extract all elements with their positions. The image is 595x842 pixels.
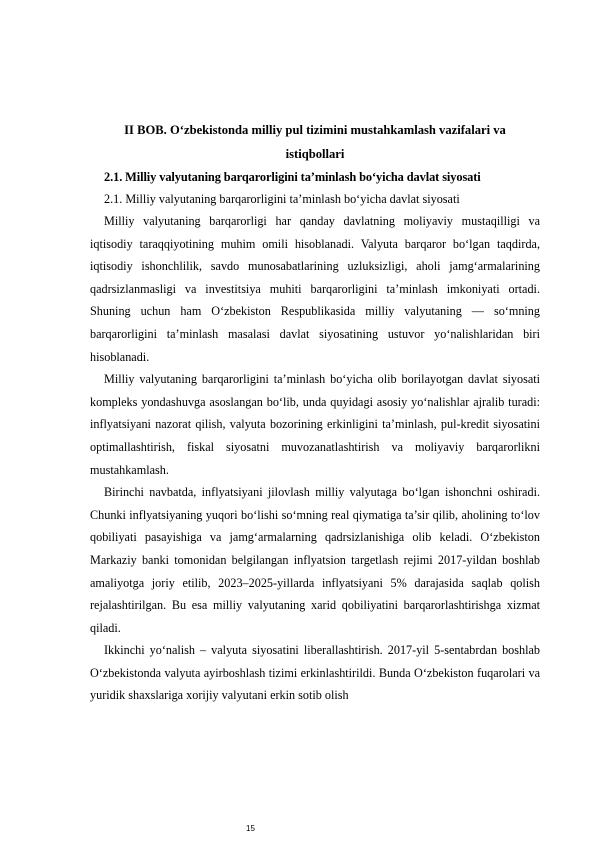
chapter-title: II BOB. O‘zbekistonda milliy pul tizimini mustahkamlash vazifalari va istiqbollari xyxy=(124,123,506,161)
paragraph-2: Milliy valyutaning barqarorligini ta’minlash bo‘yicha olib borilayotgan davlat siyosati kompleks yondashuvga asoslangan bo‘lib, unda quyidagi asosiy yo‘nalishlar ajralib turadi: inflyatsiyani nazorat qilish, valyuta bozorining erkinligini ta’minlash, pul-kredit siyosatini optimallashtirish, fiskal siyosatni muvozanatlashtirish va moliyaviy barqarorlikni mustahkamlash. xyxy=(90,372,540,477)
section-heading: 2.1. Milliy valyutaning barqarorligini ta’minlash bo‘yicha davlat siyosati xyxy=(104,170,481,184)
section-heading-plain: 2.1. Milliy valyutaning barqarorligini ta’minlash bo‘yicha davlat siyosati xyxy=(104,192,460,206)
page-number: 15 xyxy=(246,824,255,833)
paragraph-3: Birinchi navbatda, inflyatsiyani jilovlash milliy valyutaga bo‘lgan ishonchni oshiradi. Chunki inflyatsiyaning yuqori bo‘lishi so‘mning real qiymatiga ta’sir qilib, aholining to‘lov qobiliyati pasayishiga va jamg‘armalarning qadrsizlanishiga olib keladi. O‘zbekiston Markaziy banki tomonidan belgilangan inflyatsion targetlash rejimi 2017-yildan boshlab amaliyotga joriy etilib, 2023–2025-yillarda inflyatsiyani 5% darajasida saqlab qolish rejalashtirilgan. Bu esa milliy valyutaning xarid qobiliyatini barqarorlashtirishga xizmat qiladi. xyxy=(90,485,540,635)
page-content xyxy=(90,118,540,707)
paragraph-1: Milliy valyutaning barqarorligi har qanday davlatning moliyaviy mustaqilligi va iqtisodiy taraqqiyotining muhim omili hisoblanadi. Valyuta barqaror bo‘lgan taqdirda, iqtisodiy ishonchlilik, savdo munosabatlarining uzluksizligi, aholi jamg‘armalarining qadrsizlanmasligi va investitsiya muhiti barqarorligini ta’minlash imkoniyati ortadi. Shuning uchun ham O‘zbekiston Respublikasida milliy valyutaning — so‘mning barqarorligini ta’minlash masalasi davlat siyosatining ustuvor yo‘nalishlaridan biri hisoblanadi. xyxy=(90,214,540,364)
paragraph-4: Ikkinchi yo‘nalish – valyuta siyosatini liberallashtirish. 2017-yil 5-sentabrdan boshlab O‘zbekistonda valyuta ayirboshlash tizimi erkinlashtirildi. Bunda O‘zbekiston fuqarolari va yuridik shaxslariga xorijiy valyutani erkin sotib olish xyxy=(90,643,540,703)
